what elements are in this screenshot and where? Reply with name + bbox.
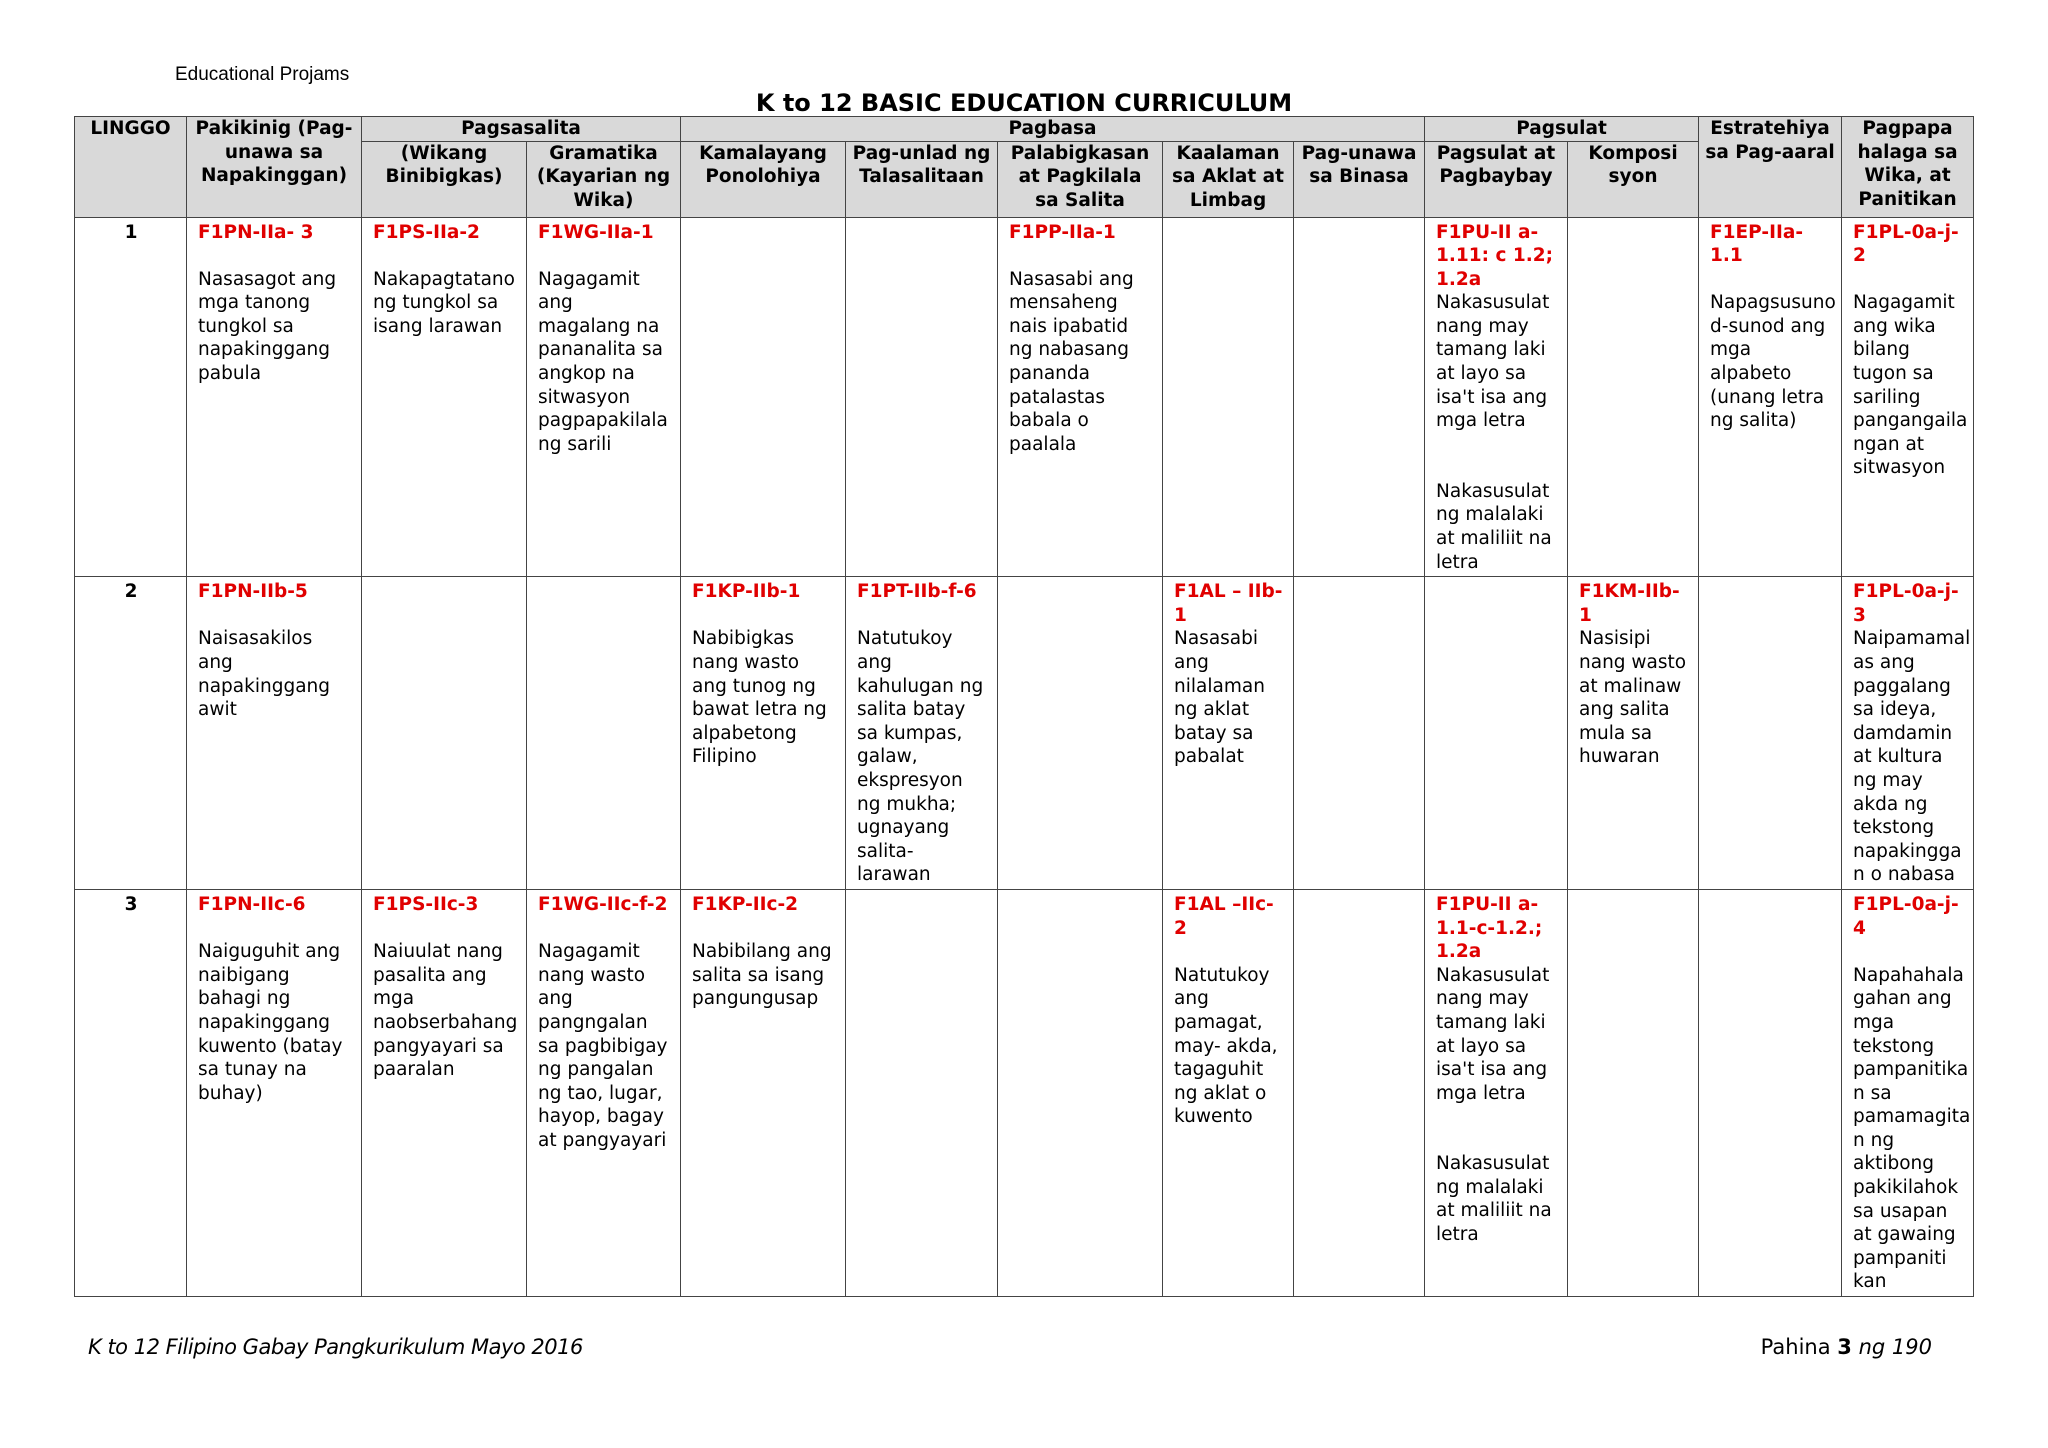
page-prefix: Pahina [1760,1335,1831,1359]
cell-kamalayang [681,889,846,1296]
cell-estratehiya [1699,577,1842,890]
table-row [75,577,1974,890]
competency-desc: Nakapagtatano ng tungkol sa isang larawan [373,268,515,337]
cell-pag-unawa [1294,217,1425,577]
header-note: Educational Projams [175,64,350,85]
header-wikang-binibigkas: (Wikang Binibigkas) [362,141,527,217]
competency-code: F1WG-IIc-f-2 [538,893,668,915]
cell-palabigkasan [998,577,1163,890]
competency-code: F1AL –IIc-2 [1174,893,1274,939]
cell-pagpapahalaga [1842,217,1974,577]
cell-kaalaman [1163,889,1294,1296]
competency-desc: Nasasabi ang mensaheng nais ipabatid ng nabasang pananda patalastas babala o paalala [1009,268,1134,455]
header-kamalayang-ponolohiya: Kamalayang Ponolohiya [681,141,846,217]
competency-code: F1KP-IIb-1 [692,581,801,603]
cell-kaalaman [1163,217,1294,577]
cell-kamalayang [681,577,846,890]
table-row [75,217,1974,577]
table-row [75,889,1974,1296]
footer-document-name: K to 12 Filipino Gabay Pangkurikulum Mayo 2016 [88,1335,583,1359]
footer-page-indicator [1761,1335,1932,1359]
header-pagbasa: Pagbasa [681,117,1425,142]
header-pakikinig: Pakikinig (Pag-unawa sa Napakinggan) [187,117,362,218]
competency-code: F1PL-0a-j-3 [1853,581,1959,626]
competency-desc: Nabibigkas nang wasto ang tunog ng bawat letra ng alpabetong Filipino [692,628,827,768]
cell-pagpapahalaga [1842,577,1974,890]
competency-code: F1PP-IIa-1 [1009,221,1116,243]
header-pagsulat: Pagsulat [1425,117,1699,142]
competency-desc: Naisasakilos ang napakinggang awit [198,628,331,721]
competency-code: F1PN-IIb-5 [198,581,308,603]
cell-pakikinig [187,217,362,577]
page-number: 3 [1837,1335,1852,1359]
competency-code: F1PS-IIc-3 [373,893,479,915]
cell-estratehiya [1699,217,1842,577]
header-pag-unawa: Pag-unawa sa Binasa [1294,141,1425,217]
cell-pagsulat [1425,889,1568,1296]
cell-palabigkasan [998,889,1163,1296]
competency-code: F1PL-0a-j-2 [1853,221,1959,267]
header-gramatika: Gramatika (Kayarian ng Wika) [527,141,681,217]
header-pagsasalita: Pagsasalita [362,117,681,142]
competency-desc: Naiguguhit ang naibigang bahagi ng napakinggang kuwento (batay sa tunay na buhay) [198,941,343,1104]
competency-desc: Natutukoy ang kahulugan ng salita batay sa kumpas, galaw, ekspresyon ng mukha; ugnayang salita-larawan [857,628,984,886]
competency-desc: Napagsusuno d-sunod ang mga alpabeto (unang letra ng salita) [1710,292,1836,432]
competency-code: F1KM-IIb-1 [1579,581,1680,626]
competency-code: F1EP-IIa-1.1 [1710,221,1804,267]
cell-komposisyon [1568,889,1699,1296]
cell-gramatika [527,889,681,1296]
competency-code: F1PL-0a-j-4 [1853,893,1959,939]
cell-pagsulat [1425,217,1568,577]
cell-palabigkasan [998,217,1163,577]
header-kaalaman: Kaalaman sa Aklat at Limbag [1163,141,1294,217]
competency-code: F1WG-IIa-1 [538,221,654,243]
header-pagsulat-pagbaybay: Pagsulat at Pagbaybay [1425,141,1568,217]
competency-code: F1KP-IIc-2 [692,893,799,915]
competency-desc: Nagagamit ang magalang na pananalita sa angkop na sitwasyon pagpapakilala ng sarili [538,268,668,455]
cell-wikang [362,889,527,1296]
competency-desc: Nasasabi ang nilalaman ng aklat batay sa pabalat [1174,628,1265,768]
curriculum-table [74,116,1974,1297]
cell-pakikinig [187,889,362,1296]
cell-wikang [362,577,527,890]
competency-desc-2: Nakasusulat ng malalaki at maliliit na letra [1436,1153,1552,1246]
week-number: 3 [75,889,187,1296]
header-palabigkasan: Palabigkasan at Pagkilala sa Salita [998,141,1163,217]
competency-code: F1PU-II a-1.1-c-1.2.; 1.2a [1436,893,1543,963]
cell-pagpapahalaga [1842,889,1974,1296]
competency-desc: Nagagamit ang wika bilang tugon sa sariling pangangaila ngan at sitwasyon [1853,292,1968,479]
competency-code: F1PU-II a-1.11: c 1.2; 1.2a [1436,221,1554,290]
cell-pagsulat [1425,577,1568,890]
cell-wikang [362,217,527,577]
competency-desc: Natutukoy ang pamagat, may- akda, tagaguhit ng aklat o kuwento [1174,964,1278,1128]
competency-code: F1PN-IIc-6 [198,893,306,915]
competency-desc: Nagagamit nang wasto ang pangngalan sa pagbibigay ng pangalan ng tao, lugar, hayop, bagay at pangyayari [538,941,668,1151]
cell-pag-unawa [1294,889,1425,1296]
cell-gramatika [527,577,681,890]
cell-komposisyon [1568,217,1699,577]
cell-pag-unawa [1294,577,1425,890]
header-linggo: LINGGO [75,117,187,218]
page-title: K to 12 BASIC EDUCATION CURRICULUM [755,89,1293,117]
header-komposisyon: Komposi syon [1568,141,1699,217]
cell-pakikinig [187,577,362,890]
cell-komposisyon [1568,577,1699,890]
competency-desc: Nakasusulat nang may tamang laki at layo sa isa't isa ang mga letra [1436,292,1550,432]
cell-estratehiya [1699,889,1842,1296]
competency-code: F1PT-IIb-f-6 [857,581,977,603]
cell-kaalaman [1163,577,1294,890]
competency-desc: Nasisipi nang wasto at malinaw ang salita mula sa huwaran [1579,628,1687,768]
competency-desc: Naiuulat nang pasalita ang mga naobserbahang pangyayari sa paaralan [373,941,518,1081]
cell-gramatika [527,217,681,577]
cell-kamalayang [681,217,846,577]
competency-desc-2: Nakasusulat ng malalaki at maliliit na letra [1436,480,1552,573]
page-suffix: ng 190 [1858,1335,1932,1359]
header-estratehiya: Estratehiya sa Pag-aaral [1699,117,1842,218]
competency-desc: Nasasagot ang mga tanong tungkol sa napakinggang pabula [198,268,337,385]
competency-code: F1PS-IIa-2 [373,221,480,243]
week-number: 2 [75,577,187,890]
competency-desc: Nabibilang ang salita sa isang pangungusap [692,941,832,1010]
header-row-groups [75,117,1974,142]
header-pagpapahalaga: Pagpapa halaga sa Wika, at Panitikan [1842,117,1974,218]
cell-pag-unlad [846,889,998,1296]
competency-code: F1AL – IIb-1 [1174,581,1283,626]
header-pag-unlad: Pag-unlad ng Talasalitaan [846,141,998,217]
cell-pag-unlad [846,577,998,890]
competency-desc: Nakasusulat nang may tamang laki at layo sa isa't isa ang mga letra [1436,964,1550,1104]
cell-pag-unlad [846,217,998,577]
week-number: 1 [75,217,187,577]
competency-code: F1PN-IIa- 3 [198,221,314,243]
competency-desc: Napahahala gahan ang mga tekstong pampanitika n sa pamamagita n ng aktibong pakikilahok sa usapan at gawaing pampaniti kan [1853,964,1971,1293]
competency-desc: Naipamamal as ang paggalang sa ideya, damdamin at kultura ng may akda ng tekstong napakingga n o nabasa [1853,628,1971,886]
